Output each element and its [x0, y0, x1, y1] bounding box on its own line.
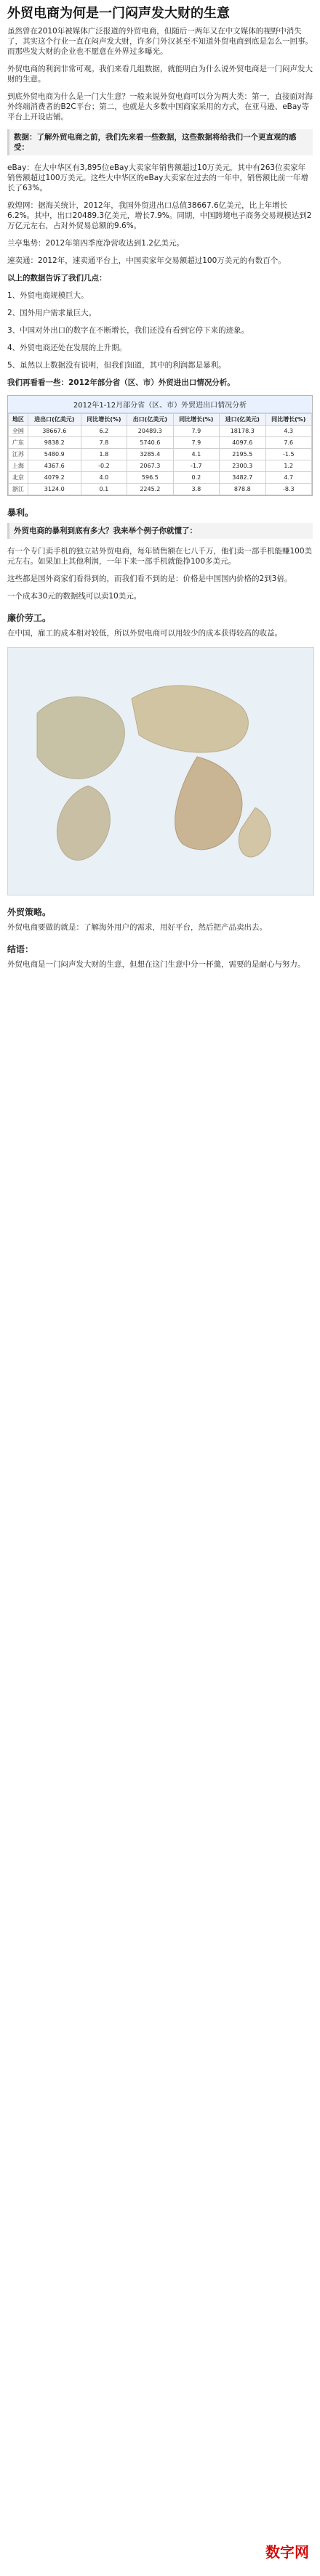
data-paragraph-1: eBay：在大中华区有3,895位eBay大卖家年销售额超过10万美元，其中有263位卖家年销售额超过100万美元。这些大中华区的eBay大卖家在过去的一年中，销售额比前一年增长了63%。 [7, 163, 308, 192]
table-cell: 0.2 [173, 472, 219, 484]
logistics-paragraph: 外贸电商要做的就是：了解海外用户的需求，用好平台，然后把产品卖出去。 [7, 923, 267, 932]
table-cell: 596.5 [127, 472, 173, 484]
table-cell: 6.2 [81, 426, 127, 437]
table-header: 出口(亿美元) [127, 414, 173, 426]
table-cell: 上海 [9, 460, 28, 472]
table-cell: 7.9 [173, 426, 219, 437]
point-2: 2、国外用户需求量巨大。 [7, 309, 97, 317]
table-cell: 4079.2 [28, 472, 81, 484]
profit-title: 暴利。 [7, 508, 34, 518]
table-cell: 5740.6 [127, 437, 173, 449]
table-cell: 0.1 [81, 484, 127, 495]
table-cell: 4.7 [265, 472, 312, 484]
table-cell: 38667.6 [28, 426, 81, 437]
table-cell: 7.8 [81, 437, 127, 449]
table-header: 进口(亿美元) [220, 414, 265, 426]
table [8, 413, 312, 495]
table-cell: 3.8 [173, 484, 219, 495]
table-cell: 4.3 [265, 426, 312, 437]
table-cell: 5480.9 [28, 449, 81, 460]
table-cell: 3124.0 [28, 484, 81, 495]
table-row [9, 460, 312, 472]
points-header: 以上的数据告诉了我们几点： [7, 274, 107, 283]
data-paragraph-2: 敦煌网：据海关统计，2012年，我国外贸进出口总值38667.6亿美元，比上年增长6.2%。其中，出口20489.3亿美元，增长7.9%。同期，中国跨境电子商务交易规模达到2万亿元左右，占对外贸易总额的9.6%。 [7, 201, 312, 230]
point-4: 4、外贸电商还处在发展的上升期。 [7, 344, 127, 352]
table-row [9, 484, 312, 495]
table-cell: 3285.4 [127, 449, 173, 460]
table-cell: 2245.2 [127, 484, 173, 495]
world-map-image [7, 647, 314, 895]
article-title: 外贸电商为何是一门闷声发大财的生意 [7, 6, 230, 21]
table-cell: 4097.6 [220, 437, 265, 449]
table-cell: 18178.3 [220, 426, 265, 437]
table-cell: -1.7 [173, 460, 219, 472]
table-cell: -0.2 [81, 460, 127, 472]
cheap-title: 廉价劳工。 [7, 613, 52, 623]
cheap-paragraph: 在中国，雇工的成本相对较低，所以外贸电商可以用较少的成本获得较高的收益。 [7, 629, 282, 638]
table-cell: 878.8 [220, 484, 265, 495]
table-cell: 9838.2 [28, 437, 81, 449]
world-map-svg [8, 648, 313, 895]
conclusion-title: 结语： [7, 944, 34, 954]
table-header: 进出口(亿美元) [28, 414, 81, 426]
conclusion-paragraph: 外贸电商是一门闷声发大财的生意，但想在这门生意中分一杯羹，需要的是耐心与努力。 [7, 960, 305, 969]
table-cell: 2300.3 [220, 460, 265, 472]
table-header: 同比增长(%) [265, 414, 312, 426]
table-header: 同比增长(%) [81, 414, 127, 426]
table-cell: -8.3 [265, 484, 312, 495]
table-header: 地区 [9, 414, 28, 426]
table-cell: 2067.3 [127, 460, 173, 472]
profit-paragraph-3: 一个成本30元的数据线可以卖10美元。 [7, 592, 142, 601]
table-cell: 4.0 [81, 472, 127, 484]
table-caption: 2012年1-12月部分省（区、市）外贸进出口情况分析 [8, 396, 312, 413]
table-cell: 4367.6 [28, 460, 81, 472]
table-intro: 我们再看看一些：2012年部分省（区、市）外贸进出口情况分析。 [7, 378, 235, 387]
table-row [9, 449, 312, 460]
intro-paragraph-2: 外贸电商的利润非常可观。我们来看几组数据，就能明白为什么说外贸电商是一门闷声发大财的生意。 [7, 65, 313, 84]
table-header-row [9, 414, 312, 426]
table-cell: 浙江 [9, 484, 28, 495]
table-row [9, 426, 312, 437]
table-cell: 20489.3 [127, 426, 173, 437]
trade-table [7, 395, 313, 496]
table-cell: 3482.7 [220, 472, 265, 484]
table-cell: -1.5 [265, 449, 312, 460]
profit-paragraph-2: 这些都是国外商家们看得到的，而我们看不到的是：价格是中国国内价格的2到3倍。 [7, 574, 292, 583]
profit-paragraph-1: 有一个专门卖手机的独立站外贸电商，每年销售额在七八千万，他们卖一部手机能赚100美元左右。如果加上其他利润，一年下来一部手机就能挣100多美元。 [7, 547, 313, 566]
table-row [9, 472, 312, 484]
table-cell: 2195.5 [220, 449, 265, 460]
table-cell: 全国 [9, 426, 28, 437]
table-cell: 1.8 [81, 449, 127, 460]
point-3: 3、中国对外出口的数字在不断增长，我们还没有看到它停下来的迹象。 [7, 326, 249, 335]
profit-question: 外贸电商的暴利到底有多大？我来举个例子你就懂了： [7, 523, 313, 539]
data-question: 数据：了解外贸电商之前，我们先来看一些数据，这些数据将给我们一个更直观的感受： [7, 129, 313, 155]
site-logo: 数字网 [265, 2545, 309, 2561]
intro-paragraph-3: 到底外贸电商为什么是一门大生意？一般来说外贸电商可以分为两大类：第一，直接面对海外终端消费者的B2C平台；第二，也就是大多数中国商家采用的方式，在亚马逊、eBay等平台上开设店铺。 [7, 92, 313, 121]
table-cell: 江苏 [9, 449, 28, 460]
table-cell: 7.9 [173, 437, 219, 449]
table-header: 同比增长(%) [173, 414, 219, 426]
data-paragraph-4: 速卖通：2012年，速卖通平台上，中国卖家年交易额超过100万美元的有数百个。 [7, 256, 286, 265]
intro-paragraph-1: 虽然曾在2010年被媒体广泛报道的外贸电商，但随后一两年又在中文媒体的视野中消失了，其实这个行业一直在闷声发大财，许多门外汉甚至不知道外贸电商到底是怎么一回事。而那些发大财的企业也不愿意在外界过多曝光。 [7, 27, 313, 56]
table-cell: 北京 [9, 472, 28, 484]
table-cell: 广东 [9, 437, 28, 449]
table-row [9, 437, 312, 449]
point-1: 1、外贸电商规模巨大。 [7, 291, 89, 300]
logistics-title: 外贸策略。 [7, 907, 52, 917]
article-content [0, 26, 320, 970]
data-paragraph-3: 兰亭集势：2012年第四季度净营收达到1.2亿美元。 [7, 239, 184, 248]
table-cell: 7.6 [265, 437, 312, 449]
point-5: 5、虽然以上数据没有说明，但我们知道，其中的利润都是暴利。 [7, 361, 226, 370]
table-cell: 4.1 [173, 449, 219, 460]
table-cell: 1.2 [265, 460, 312, 472]
